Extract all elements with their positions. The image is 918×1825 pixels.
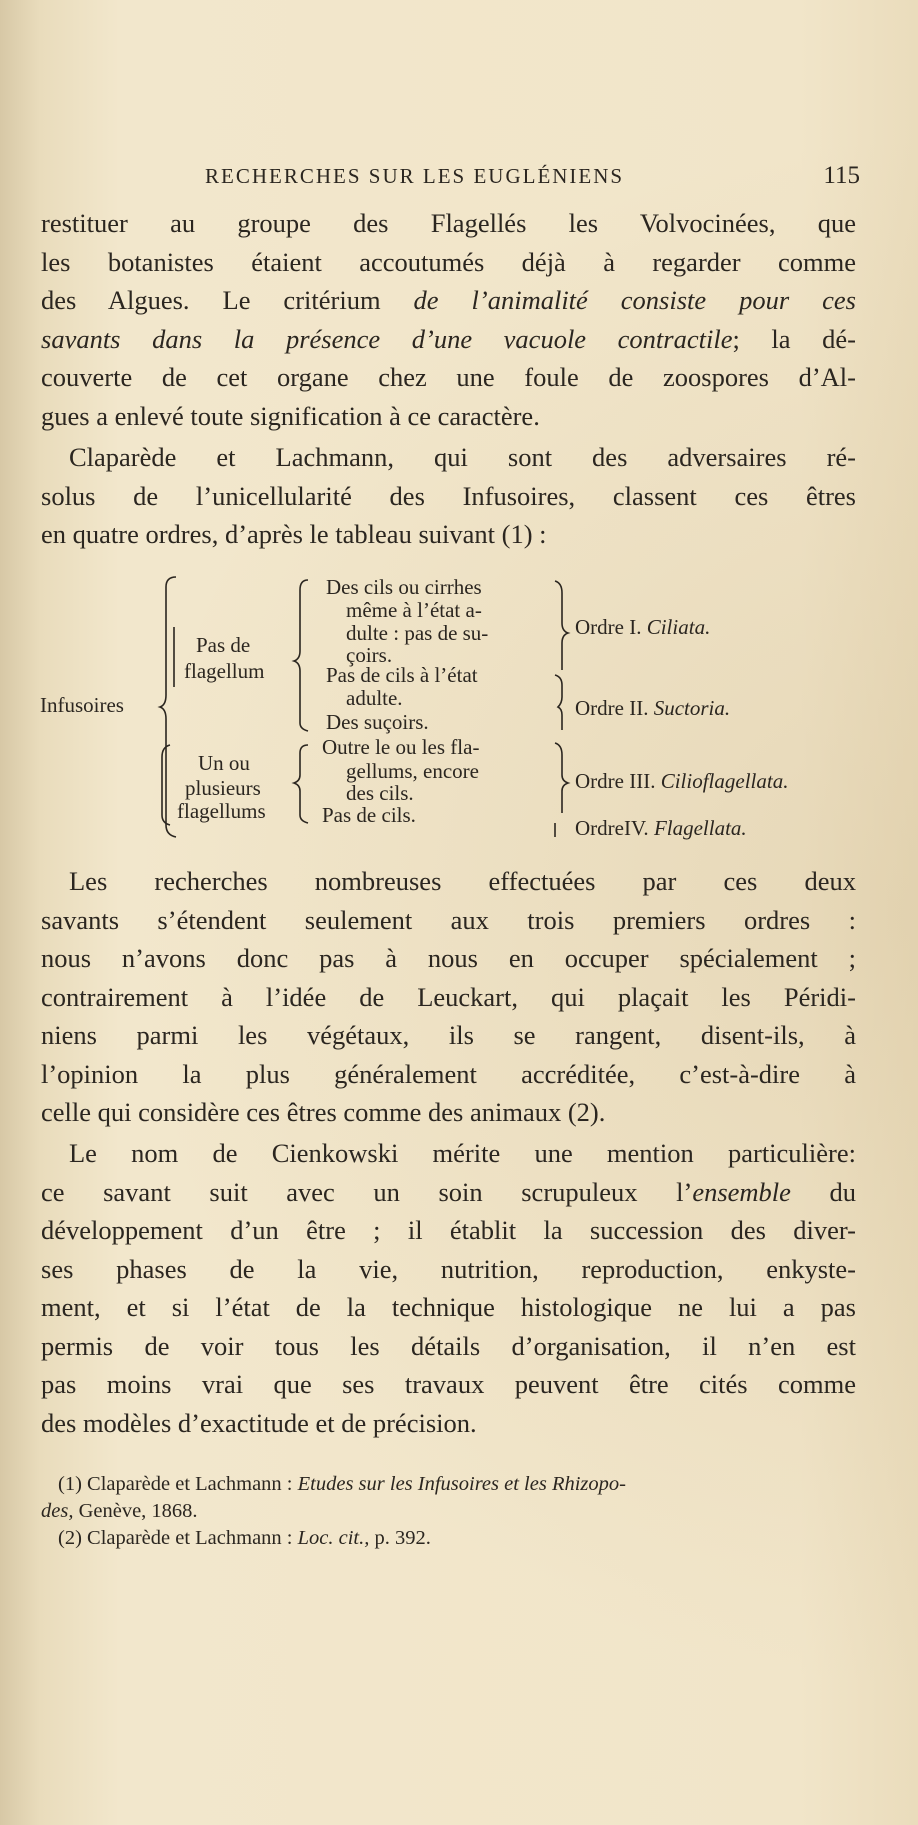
text-line: savants s’étendent seulement aux trois premiers ordres : (41, 904, 856, 935)
text-line (41, 1173, 856, 1212)
group-label: plusieurs (185, 776, 261, 800)
criterion-text: dulte : pas de su- (346, 621, 489, 645)
criterion-text: gellums, encore (346, 759, 479, 783)
italic-run: savants dans la présence d’une vacuole contractile (41, 323, 733, 354)
order-label (575, 818, 747, 838)
order-label (575, 617, 710, 637)
text-line: permis de voir tous les détails d’organisation, il n’en est (41, 1330, 856, 1361)
criterion-text: Des cils ou cirrhes (326, 575, 482, 599)
text-line: en quatre ordres, d’après le tableau suivant (1) : (41, 519, 547, 549)
text-line: Claparède et Lachmann, qui sont des adversaires ré- (69, 442, 856, 472)
text-line: ment, et si l’état de la technique histologique ne lui a pas (41, 1292, 856, 1322)
root-label: Infusoires (40, 693, 124, 717)
order-name: Cilioflagellata. (660, 769, 789, 793)
group-label: Pas de (196, 633, 251, 657)
text-line: développement d’un être ; il établit la succession des diver- (41, 1215, 856, 1245)
text-line: l’opinion la plus généralement accréditée, c’est-à-dire à (41, 1058, 856, 1089)
running-header (205, 164, 860, 194)
group-label: flagellum (184, 659, 265, 683)
text-line: ses phases de la vie, nutrition, reproduction, enkyste- (41, 1253, 856, 1284)
order-name: Ciliata. (646, 615, 711, 639)
footnote-text: p. 392. (369, 1527, 431, 1549)
order-number: OrdreIV. (575, 816, 654, 840)
text-run: des Algues. Le critérium (41, 285, 414, 315)
text-line: Le nom de Cienkowski mérite une mention particulière: (69, 1138, 856, 1168)
text-line (41, 281, 856, 320)
brace (555, 743, 568, 813)
brace (555, 675, 562, 730)
footnote-text: Genève, 1868. (73, 1500, 198, 1522)
order-number: Ordre III. (575, 769, 661, 793)
classification-table (0, 575, 918, 845)
criterion-text: des cils. (346, 781, 414, 805)
footnotes (41, 1471, 858, 1552)
footnote-2 (58, 1525, 858, 1552)
criterion-text: Des suçoirs. (326, 710, 429, 734)
text-line: restituer au groupe des Flagellés les Volvocinées, que (41, 208, 856, 238)
footnote-title: des, (41, 1500, 74, 1522)
footnote-1 (58, 1471, 858, 1498)
footnote-1-continued (41, 1498, 858, 1525)
text-line: couverte de cet organe chez une foule de zoospores d’Al- (41, 362, 856, 392)
text-line: pas moins vrai que ses travaux peuvent être cités comme (41, 1369, 856, 1399)
footnote-title: Etudes sur les Infusoires et les Rhizopo- (297, 1473, 626, 1495)
text-line: les botanistes étaient accoutumés déjà à regarder comme (41, 246, 856, 277)
text-line: celle qui considère ces êtres comme des animaux (2). (41, 1097, 606, 1127)
text-run: ; la dé- (732, 323, 856, 354)
paragraph-2 (41, 438, 856, 554)
criterion-text: même à l’état a- (346, 598, 482, 622)
order-label (575, 698, 730, 718)
group-label: Un ou (198, 751, 250, 775)
criterion-text: adulte. (346, 686, 403, 710)
criterion-text: Outre le ou les fla- (322, 735, 480, 759)
italic-run: de l’animalité consiste pour ces (413, 285, 856, 315)
group-label: flagellums (177, 799, 266, 823)
text-line: contrairement à l’idée de Leuckart, qui plaçait les Péridi- (41, 981, 856, 1012)
text-line: gues a enlevé toute signification à ce caractère. (41, 400, 540, 431)
text-line: des modèles d’exactitude et de précision. (41, 1407, 477, 1438)
footnote-title: Loc. cit., (297, 1527, 370, 1549)
paragraph-1 (41, 204, 856, 435)
text-run: du (790, 1176, 857, 1207)
criterion-text: Pas de cils à l’état (326, 663, 478, 687)
text-line: Les recherches nombreuses effectuées par ces deux (69, 866, 856, 896)
text-run: ce savant suit avec un soin scrupuleux l’ (41, 1176, 693, 1207)
italic-run: ensemble (692, 1176, 791, 1207)
footnote-text: (2) Claparède et Lachmann : (58, 1527, 298, 1549)
order-name: Suctoria. (653, 696, 731, 720)
page-number: 115 (823, 162, 860, 189)
brace (294, 580, 308, 731)
criterion-text: çoirs. (346, 643, 393, 667)
text-line: nous n’avons donc pas à nous en occuper spécialement ; (41, 943, 856, 973)
text-line: solus de l’unicellularité des Infusoires, classent ces êtres (41, 480, 856, 511)
order-number: Ordre II. (575, 696, 654, 720)
order-number: Ordre I. (575, 615, 647, 639)
order-name: Flagellata. (653, 816, 747, 840)
brace (294, 745, 308, 823)
footnote-text: (1) Claparède et Lachmann : (58, 1473, 298, 1495)
order-label (575, 771, 788, 791)
running-title: RECHERCHES SUR LES EUGLÉNIENS (205, 164, 625, 188)
criterion-text: Pas de cils. (322, 803, 416, 827)
brace (555, 581, 568, 670)
text-line (41, 320, 856, 359)
paragraph-4 (41, 1134, 856, 1442)
text-line: niens parmi les végétaux, ils se rangent, disent-ils, à (41, 1020, 856, 1050)
paragraph-3 (41, 862, 856, 1132)
